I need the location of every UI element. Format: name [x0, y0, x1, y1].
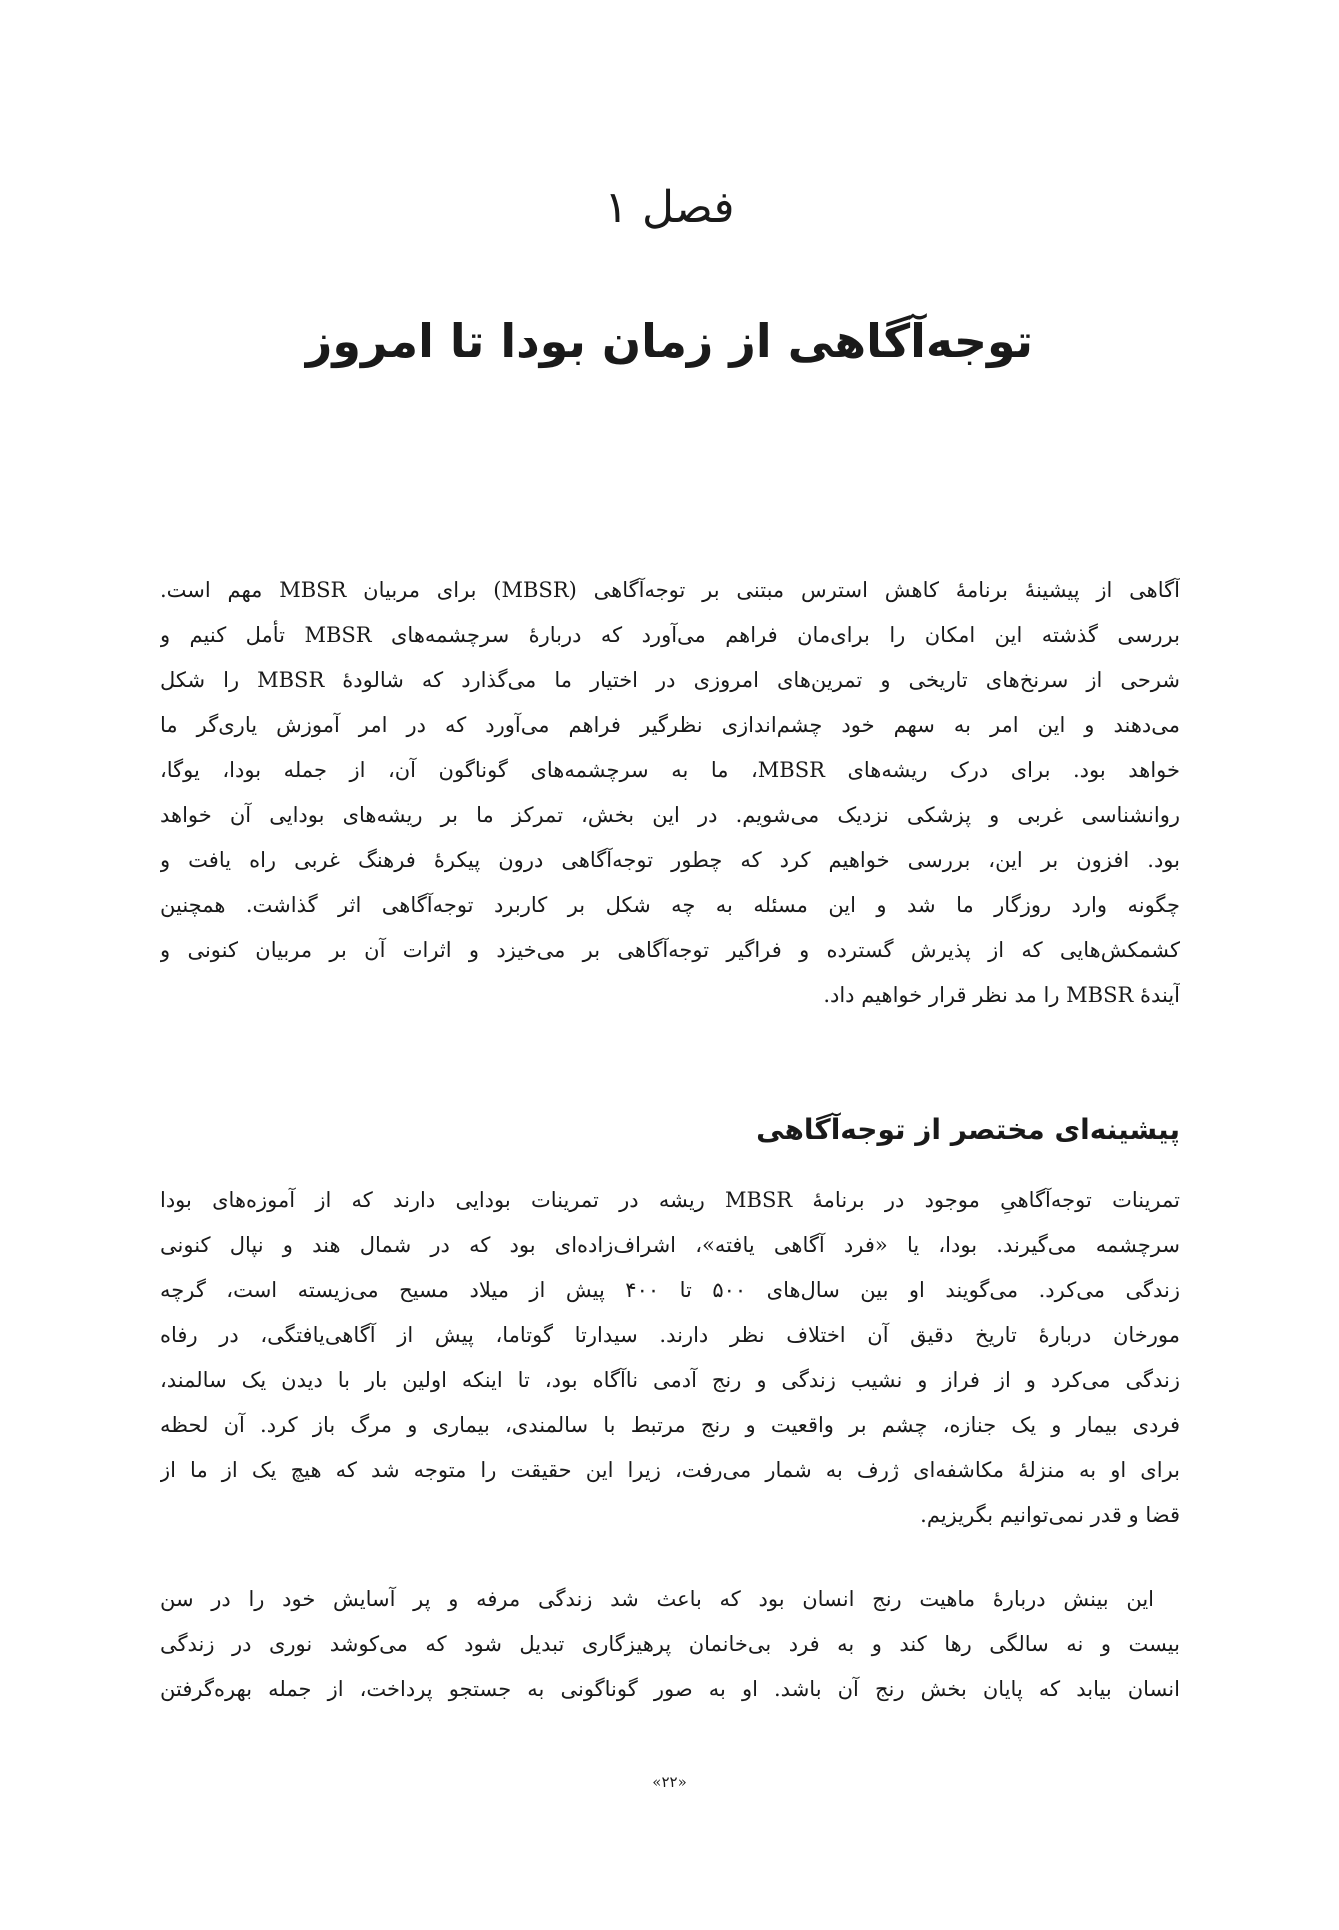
paragraph-line: زندگی می‌کرد. می‌گویند او بین سال‌های ۵۰۰ تا ۴۰۰ پیش از میلاد مسیح می‌زیسته است، گرچه [160, 1278, 1180, 1302]
paragraph-line: فردی بیمار و یک جنازه، چشم بر واقعیت و رنج مرتبط با سالمندی، بیماری و مرگ باز کرد. آن لحظه [160, 1413, 1180, 1437]
intro-paragraph [160, 568, 1180, 1018]
section-paragraph-1 [160, 1178, 1180, 1538]
paragraph-line: زندگی می‌کرد و از فراز و نشیب زندگی و رنج آدمی ناآگاه بود، تا اینکه اولین بار با دیدن یک سالمند، [160, 1368, 1180, 1392]
paragraph-line: تمرینات توجه‌آگاهیِ موجود در برنامهٔ MBSR ریشه در تمرینات بودایی دارند که از آموزه‌های بودا [160, 1188, 1180, 1212]
paragraph-line: بیست و نه سالگی رها کند و به فرد بی‌خانمان پرهیزگاری تبدیل شود که می‌کوشد نوری در زندگی [160, 1632, 1180, 1656]
paragraph-line: بود. افزون بر این، بررسی خواهیم کرد که چطور توجه‌آگاهی درون پیکرهٔ فرهنگ غربی راه یافت و [160, 848, 1180, 872]
paragraph-line: روانشناسی غربی و پزشکی نزدیک می‌شویم. در این بخش، تمرکز ما بر ریشه‌های بودایی آن خواهد [160, 803, 1180, 827]
paragraph-line: انسان بیابد که پایان بخش رنج آن باشد. او به صور گوناگونی به جستجو پرداخت، از جمله بهره‌گرفتن [160, 1677, 1180, 1701]
paragraph-line: بررسی گذشته این امکان را برای‌مان فراهم می‌آورد که دربارهٔ سرچشمه‌های MBSR تأمل کنیم و [160, 623, 1180, 647]
paragraph-line: قضا و قدر نمی‌توانیم بگریزیم. [920, 1503, 1180, 1527]
paragraph-line: مورخان دربارهٔ تاریخ دقیق آن اختلاف نظر دارند. سیدارتا گوتاما، پیش از آگاهی‌یافتگی، در رفاه [160, 1323, 1180, 1347]
chapter-number: فصل ۱ [604, 182, 735, 233]
paragraph-line: چگونه وارد روزگار ما شد و این مسئله به چه شکل بر کاربرد توجه‌آگاهی اثر گذاشت. همچنین [160, 893, 1180, 917]
paragraph-line: خواهد بود. برای درک ریشه‌های MBSR، ما به سرچشمه‌های گوناگون آن، از جمله بودا، یوگا، [160, 758, 1180, 782]
paragraph-line: آیندهٔ MBSR را مد نظر قرار خواهیم داد. [823, 983, 1180, 1007]
paragraph-line: شرحی از سرنخ‌های تاریخی و تمرین‌های امروزی در اختیار ما می‌گذارد که شالودهٔ MBSR را شکل [160, 668, 1180, 692]
page-number: «۲۲» [652, 1773, 687, 1791]
paragraph-line: آگاهی از پیشینهٔ برنامهٔ کاهش استرس مبتنی بر توجه‌آگاهی (MBSR) برای مربیان MBSR مهم است. [160, 578, 1180, 602]
chapter-title: توجه‌آگاهی از زمان بودا تا امروز [305, 314, 1034, 368]
section-paragraph-2 [160, 1577, 1180, 1712]
paragraph-line: سرچشمه می‌گیرند. بودا، یا «فرد آگاهی یافته»، اشراف‌زاده‌ای بود که در شمال هند و نپال کنونی [160, 1233, 1180, 1257]
paragraph-line: این بینش دربارهٔ ماهیت رنج انسان بود که باعث شد زندگی مرفه و پر آسایش خود را در سن [160, 1587, 1154, 1611]
paragraph-line: کشمکش‌هایی که از پذیرش گسترده و فراگیر توجه‌آگاهی بر می‌خیزد و اثرات آن بر مربیان کنونی و [160, 938, 1180, 962]
section-heading: پیشینه‌ای مختصر از توجه‌آگاهی [756, 1113, 1180, 1146]
paragraph-line: برای او به منزلهٔ مکاشفه‌ای ژرف به شمار می‌رفت، زیرا این حقیقت را متوجه شد که هیچ یک از ما از [160, 1458, 1180, 1482]
paragraph-line: می‌دهند و این امر به سهم خود چشم‌اندازی نظرگیر فراهم می‌آورد که در امر آموزش یاری‌گر ما [160, 713, 1180, 737]
